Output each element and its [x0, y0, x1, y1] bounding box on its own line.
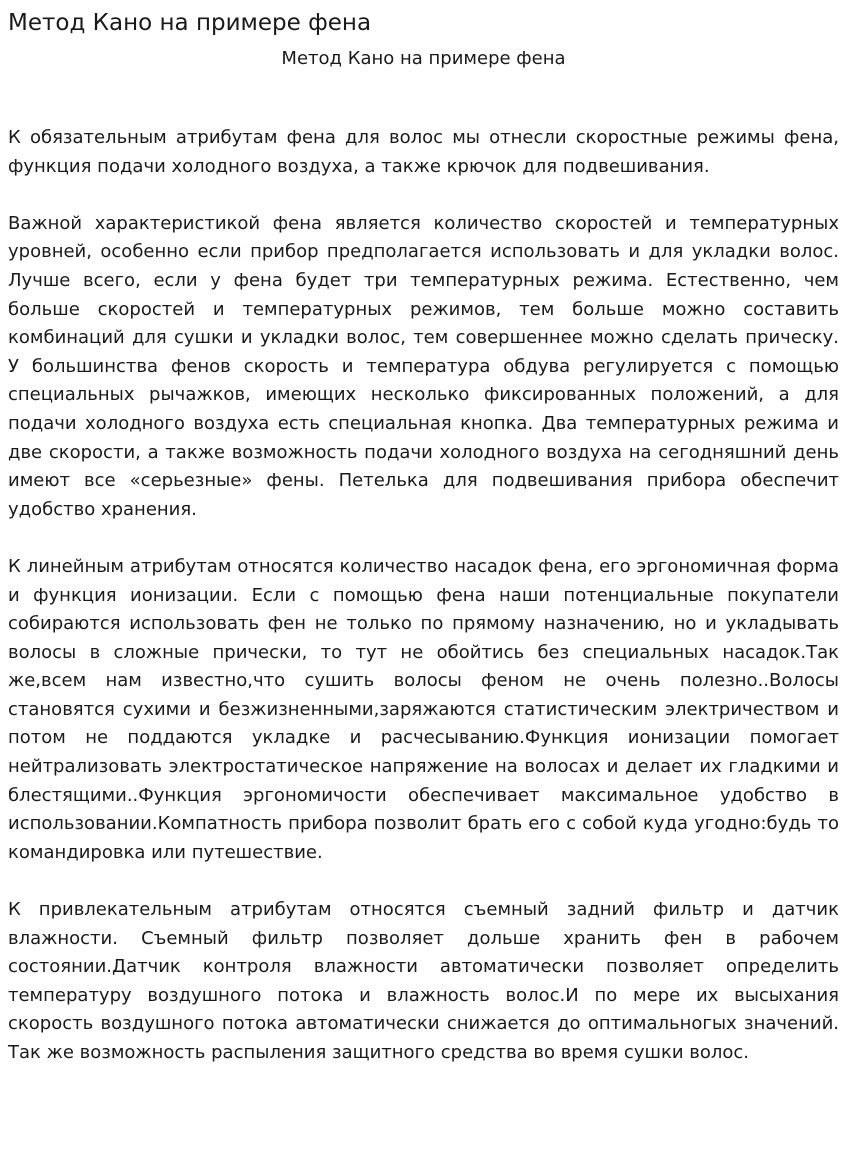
document-subtitle: Метод Кано на примере фена: [281, 48, 566, 69]
document-body: [8, 124, 839, 1068]
paragraph-attractive-attributes: К привлекательным атрибутам относятся съемный задний фильтр и датчик влажности. Съемный фильтр позволяет дольше хранить фен в рабочем состоянии.Датчик контроля влажности автоматически позволяет определить температуру воздушного потока и влажность волос.И по мере их высыхания скорость воздушного потока автоматически снижается до оптимальногых значений. Так же возможность распыления защитного средства во время сушки волос.: [8, 899, 839, 1063]
paragraph-mandatory-attributes: К обязательным атрибутам фена для волос мы отнесли скоростные режимы фена, функция подачи холодного воздуха, а также крючок для подвешивания.: [8, 127, 839, 177]
paragraph-speeds-temperatures: Важной характеристикой фена является количество скоростей и температурных уровней, особенно если прибор предполагается использовать и для укладки волос. Лучше всего, если у фена будет три температурных режима. Естественно, чем больше скоростей и температурных режимов, тем больше можно составить комбинаций для сушки и укладки волос, тем совершеннее можно сделать прическу. У большинства фенов скорость и температура обдува регулируется с помощью специальных рычажков, имеющих несколько фиксированных положений, а для подачи холодного воздуха есть специальная кнопка. Два температурных режима и две скорости, а также возможность подачи холодного воздуха на сегодняшний день имеют все «серьезные» фены. Петелька для подвешивания прибора обеспечит удобство хранения.: [8, 212, 839, 520]
document-title: Метод Кано на примере фена: [8, 10, 372, 36]
paragraph-linear-attributes: К линейным атрибутам относятся количество насадок фена, его эргономичная форма и функция ионизации. Если с помощью фена наши потенциальные покупатели собираются использовать фен не только по прямому назначению, но и укладывать волосы в сложные прически, то тут не обойтись без специальных насадок.Так же,всем нам известно,что сушить волосы феном не очень полезно..Волосы становятся сухими и безжизненными,заряжаются статистическим электричеством и потом не поддаются укладке и расчесыванию.Функция ионизации помогает нейтрализовать электростатическое напряжение на волосах и делает их гладкими и блестящими..Функция эргономичости обеспечивает максимальное удобство в использовании.Компатность прибора позволит брать его с собой куда угодно:будь то командировка или путешествие.: [8, 555, 839, 863]
